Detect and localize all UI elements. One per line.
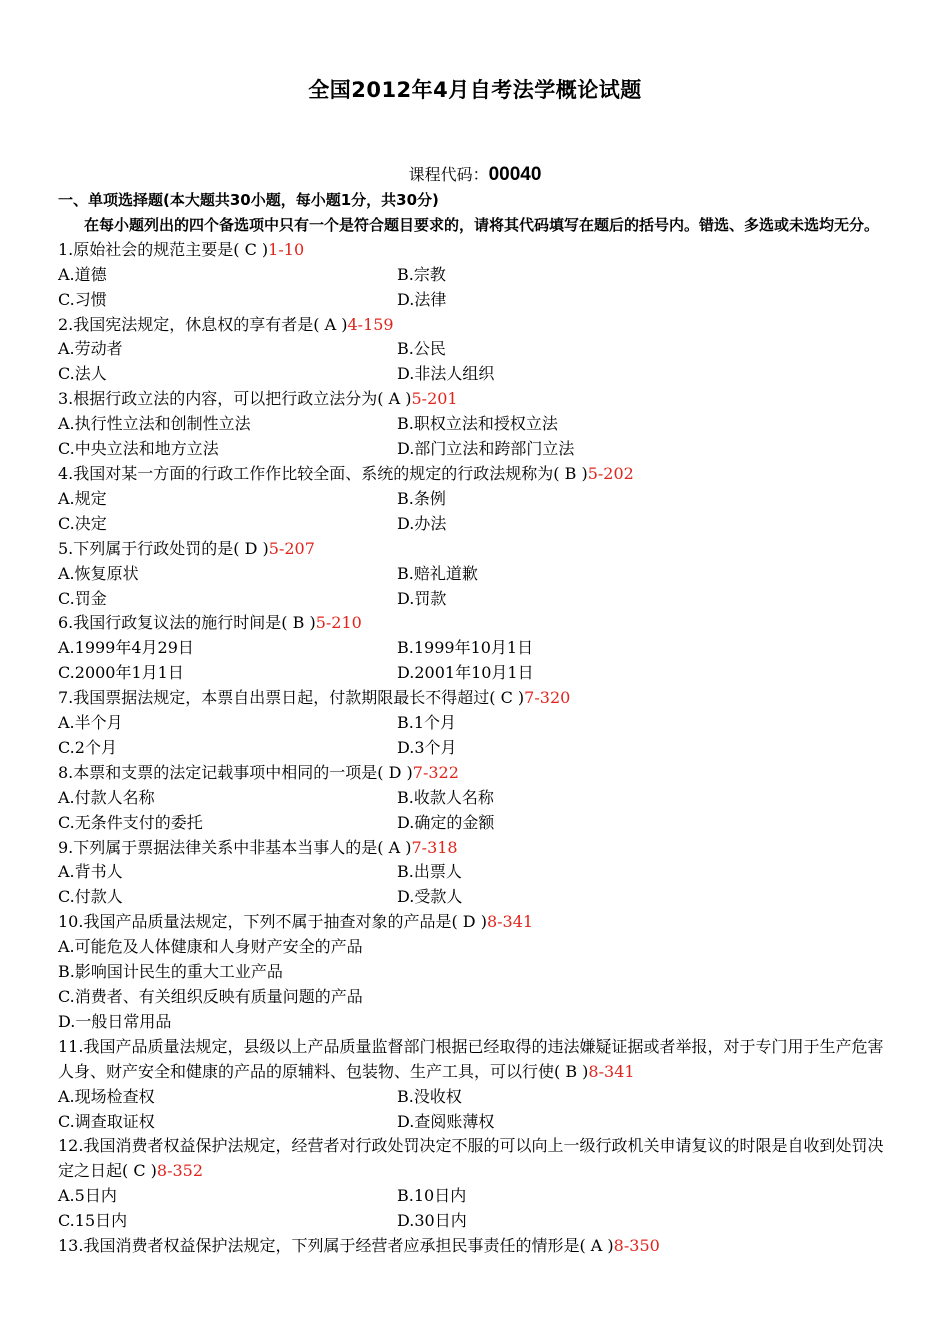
option-b: B.宗教 [397,264,446,284]
course-code-label: 课程代码： [408,165,489,184]
option-c: C.2个月 [58,737,117,757]
option-b: B.没收权 [397,1086,462,1106]
page-reference: 8-352 [156,1161,204,1181]
page-reference: 7-320 [524,688,571,708]
question-stem: 10.我国产品质量法规定，下列不属于抽查对象的产品是( D )8-341 [58,912,534,932]
section-heading: 一、单项选择题(本大题共30小题，每小题1分，共30分) [58,191,439,209]
question-stem: 5.下列属于行政处罚的是( D )5-207 [58,538,315,558]
page-reference: 7-322 [412,762,459,782]
option-row [58,860,894,885]
option-c: C.中央立法和地方立法 [58,439,219,459]
option-a: A.执行性立法和创制性立法 [58,414,251,434]
option-b: B.职权立法和授权立法 [397,414,558,434]
option-row [58,362,894,387]
option-b: B.公民 [397,339,446,359]
question-stem: 7.我国票据法规定，本票自出票日起，付款期限最长不得超过( C )7-320 [58,688,571,708]
option-b: B.影响国计民生的重大工业产品 [58,962,283,982]
option-c: C.付款人 [58,887,123,907]
option-c: C.2000年1月1日 [58,663,184,683]
option-d: D.罚款 [397,588,447,608]
question-stem: 8.本票和支票的法定记载事项中相同的一项是( D )7-322 [58,762,459,782]
option-a: A.付款人名称 [58,787,155,807]
option-c: C.法人 [58,364,107,384]
option-a: A.5日内 [58,1186,117,1206]
question-stem: 2.我国宪法规定，休息权的享有者是( A )4-159 [58,314,394,334]
question-stem: 1.原始社会的规范主要是( C )1-10 [58,239,305,259]
option-d: D.2001年10月1日 [397,663,534,683]
option-row [58,1209,894,1234]
option-d: D.查阅账薄权 [397,1111,495,1131]
option-a: A.可能危及人体健康和人身财产安全的产品 [58,937,363,957]
section-instruction: 在每小题列出的四个备选项中只有一个是符合题目要求的，请将其代码填写在题后的括号内。错选、多选或未选均无分。 [84,215,880,234]
option-row [58,1110,894,1135]
page-reference: 5-202 [587,463,634,483]
option-a: A.道德 [58,264,107,284]
question-stem: 4.我国对某一方面的行政工作作比较全面、系统的规定的行政法规称为( B )5-202 [58,463,634,483]
option-d: D.部门立法和跨部门立法 [397,439,575,459]
option-a: A.1999年4月29日 [58,638,194,658]
option-row [58,263,894,288]
page-reference: 4-159 [347,314,394,334]
question-stem: 13.我国消费者权益保护法规定，下列属于经营者应承担民事责任的情形是( A )8-350 [58,1236,660,1256]
course-code: 00040 [488,164,542,185]
page-reference: 1-10 [268,239,305,259]
option-c: C.罚金 [58,588,107,608]
option-a: A.规定 [58,488,107,508]
option-d: D.3个月 [397,737,457,757]
question-stem: 3.根据行政立法的内容，可以把行政立法分为( A )5-201 [58,389,458,409]
option-a: A.背书人 [58,862,123,882]
option-a: A.半个月 [58,713,123,733]
option-c: C.调查取证权 [58,1111,155,1131]
option-c: C.习惯 [58,289,107,309]
option-d: D.法律 [397,289,447,309]
option-row [58,412,894,437]
option-c: C.无条件支付的委托 [58,812,203,832]
question-stem: 12.我国消费者权益保护法规定，经营者对行政处罚决定不服的可以向上一级行政机关申请复议的时限是自收到处罚决定之日起( C )8-352 [58,1136,884,1181]
option-d: D.非法人组织 [397,364,495,384]
option-row [58,661,894,686]
option-row [58,786,894,811]
document-title: 全国2012年4月自考法学概论试题 [308,78,642,102]
page-reference: 8-350 [613,1236,660,1256]
option-b: B.收款人名称 [397,787,494,807]
page-reference: 7-318 [411,837,458,857]
option-row [58,711,894,736]
page-reference: 5-207 [268,538,315,558]
option-a: A.劳动者 [58,339,123,359]
option-row [58,1184,894,1209]
question-stem: 11.我国产品质量法规定，县级以上产品质量监督部门根据已经取得的违法嫌疑证据或者举报，对于专门用于生产危害人身、财产安全和健康的产品的原辅料、包装物、生产工具，可以行使( B )8-341 [58,1036,884,1081]
option-b: B.条例 [397,488,446,508]
option-row [58,487,894,512]
option-b: B.1个月 [397,713,457,733]
option-b: B.1999年10月1日 [397,638,534,658]
option-row [58,288,894,313]
option-b: B.出票人 [397,862,462,882]
option-row [58,437,894,462]
option-a: A.恢复原状 [58,563,139,583]
option-row [58,587,894,612]
option-row [58,811,894,836]
page-reference: 8-341 [486,912,534,932]
option-c: C.决定 [58,513,107,533]
question-stem: 6.我国行政复议法的施行时间是( B )5-210 [58,613,362,633]
option-d: D.一般日常用品 [58,1011,172,1031]
option-d: D.受款人 [397,887,463,907]
option-row [58,337,894,362]
course-code-line [0,162,950,186]
option-row [58,736,894,761]
option-a: A.现场检查权 [58,1086,155,1106]
option-c: C.15日内 [58,1211,128,1231]
option-row [58,636,894,661]
option-b: B.赔礼道歉 [397,563,478,583]
option-d: D.确定的金额 [397,812,495,832]
option-row [58,1085,894,1110]
option-c: C.消费者、有关组织反映有质量问题的产品 [58,987,363,1006]
option-row [58,562,894,587]
page-reference: 5-210 [315,613,362,633]
question-stem: 9.下列属于票据法律关系中非基本当事人的是( A )7-318 [58,837,458,857]
option-row [58,512,894,537]
option-d: D.办法 [397,513,447,533]
option-b: B.10日内 [397,1186,467,1206]
page-reference: 5-201 [411,389,458,409]
exam-body [58,188,894,1259]
page-reference: 8-341 [588,1061,635,1081]
option-row [58,885,894,910]
option-d: D.30日内 [397,1211,467,1231]
